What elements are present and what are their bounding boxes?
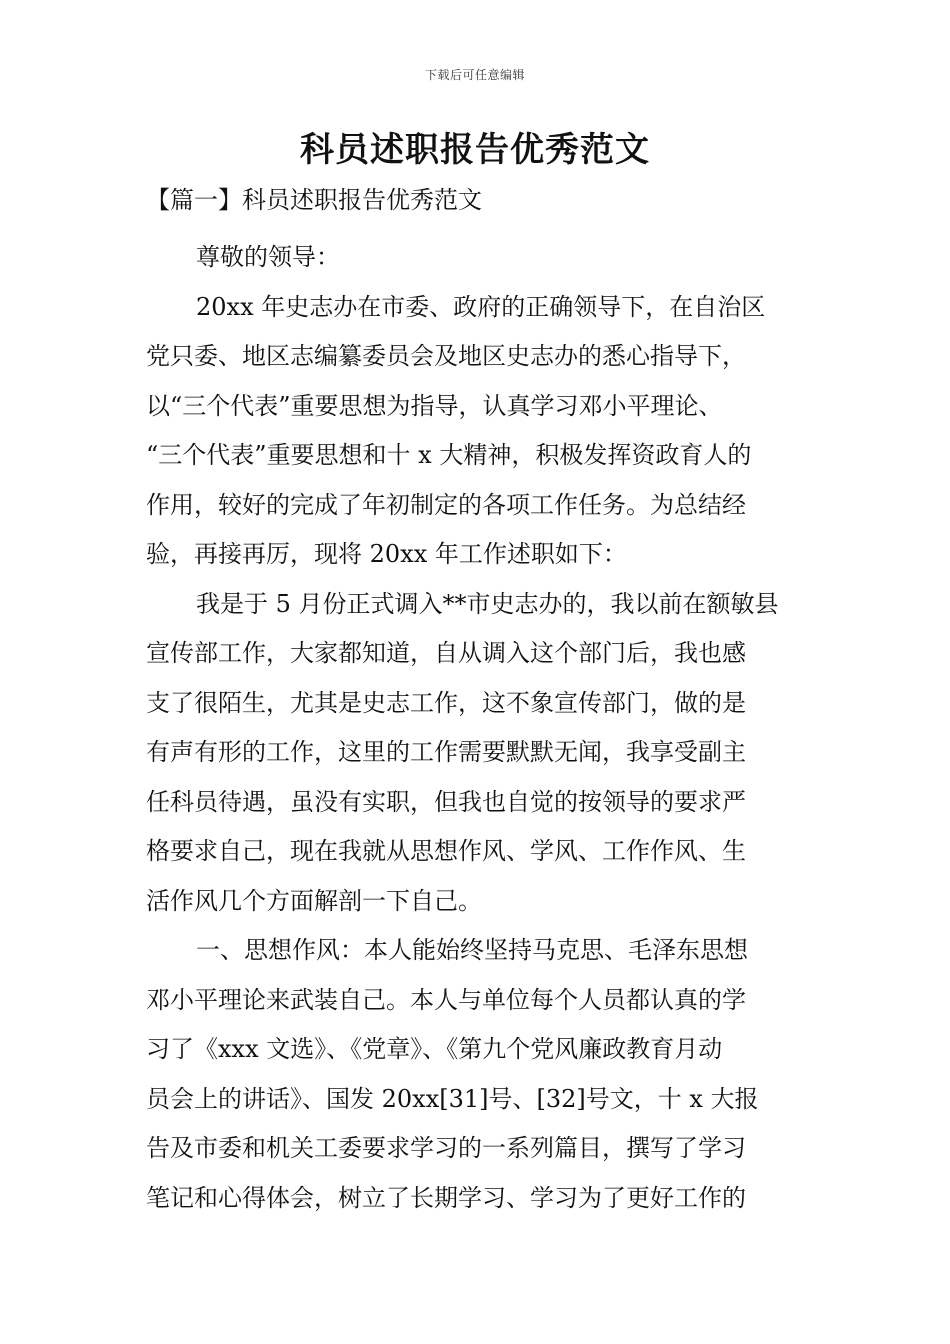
paragraph-line: “三个代表”重要思想和十 x 大精神，积极发挥资政育人的 <box>146 441 752 469</box>
paragraph-line: 我是于 5 月份正式调入**市史志办的，我以前在额敏县 <box>196 589 779 618</box>
body-text <box>146 233 806 1223</box>
paragraph-line: 宣传部工作，大家都知道，自从调入这个部门后，我也感 <box>146 639 746 667</box>
salutation: 尊敬的领导： <box>196 243 340 271</box>
header-note: 下载后可任意编辑 <box>424 68 525 82</box>
paragraph-line: 验，再接再厉，现将 20xx 年工作述职如下： <box>146 540 627 568</box>
document-title: 科员述职报告优秀范文 <box>300 130 650 170</box>
paragraph-line: 格要求自己，现在我就从思想作风、学风、工作作风、生 <box>146 837 746 865</box>
paragraph-line: 一、思想作风：本人能始终坚持马克思、毛泽东思想 <box>196 936 748 964</box>
paragraph-line: 邓小平理论来武装自己。本人与单位每个人员都认真的学 <box>146 985 746 1014</box>
paragraph-line: 任科员待遇，虽没有实职，但我也自觉的按领导的要求严 <box>146 787 746 816</box>
paragraph-line: 笔记和心得体会，树立了长期学习、学习为了更好工作的 <box>146 1183 746 1212</box>
paragraph-line: 员会上的讲话》、国发 20xx[31]号、[32]号文，十 x 大报 <box>146 1084 759 1113</box>
paragraph-line: 活作风几个方面解剖一下自己。 <box>146 886 482 915</box>
paragraph-line: 20xx 年史志办在市委、政府的正确领导下，在自治区 <box>196 292 766 321</box>
paragraph-line: 习了《xxx 文选》、《党章》、《第九个党风廉政教育月动 <box>146 1035 723 1063</box>
paragraph-line: 党只委、地区志编纂委员会及地区史志办的悉心指导下， <box>146 342 746 370</box>
paragraph-line: 以“三个代表”重要思想为指导，认真学习邓小平理论、 <box>146 391 723 420</box>
paragraph-line: 支了很陌生，尤其是史志工作，这不象宣传部门，做的是 <box>146 688 746 717</box>
paragraph-line: 告及市委和机关工委要求学习的一系列篇目，撰写了学习 <box>146 1134 746 1162</box>
paragraph-line: 作用，较好的完成了年初制定的各项工作任务。为总结经 <box>146 490 746 519</box>
section-heading: 【篇一】科员述职报告优秀范文 <box>146 186 482 214</box>
paragraph-line: 有声有形的工作，这里的工作需要默默无闻，我享受副主 <box>146 738 746 766</box>
